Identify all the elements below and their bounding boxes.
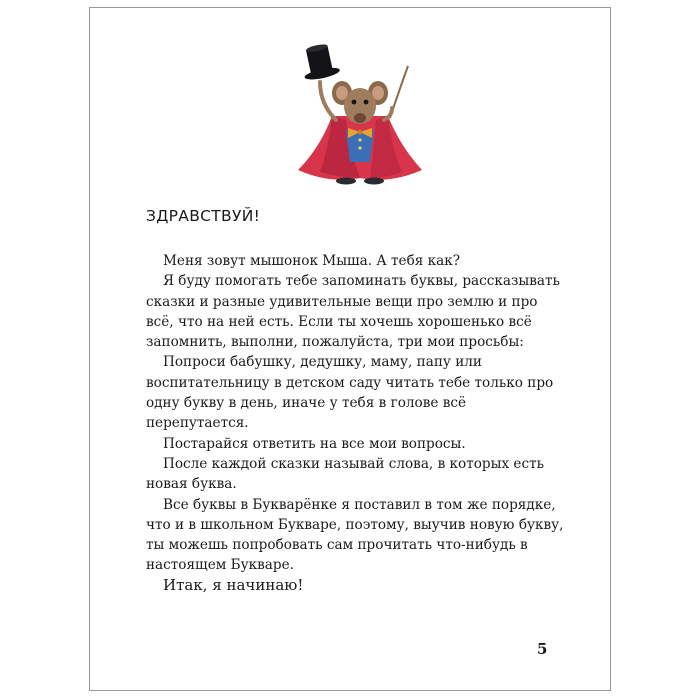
paragraph: Постарайся ответить на все мои вопросы. <box>163 435 466 452</box>
paragraph: Попроси бабушку, дедушку, маму, папу или воспитательницу в детском саду читать тебе только про одну букву в день, иначе у тебя в голове всё перепутается. <box>146 354 554 432</box>
body-text <box>146 251 566 576</box>
closing-line: Итак, я начинаю! <box>163 576 304 594</box>
book-page <box>89 7 611 691</box>
paragraph: Все буквы в Букварёнке я поставил в том же порядке, что и в школьном Букваре, поэтому, выучив новую букву, ты можешь попробовать сам прочитать что-нибудь в настоящем Букваре. <box>146 496 564 574</box>
mouse-magician-illustration <box>290 38 430 188</box>
page-heading: ЗДРАВСТВУЙ! <box>146 207 261 225</box>
paragraph: Меня зовут мышонок Мыша. А тебя как? <box>163 253 461 269</box>
paragraph: Я буду помогать тебе запоминать буквы, рассказывать сказки и разные удивительные вещи про землю и про всё, что на ней есть. Если ты хочешь хорошенько всё запомнить, выполни, пожалуйста, три мои просьбы: <box>146 273 560 351</box>
paragraph: После каждой сказки называй слова, в которых есть новая буква. <box>146 455 545 493</box>
page-number: 5 <box>537 640 548 658</box>
